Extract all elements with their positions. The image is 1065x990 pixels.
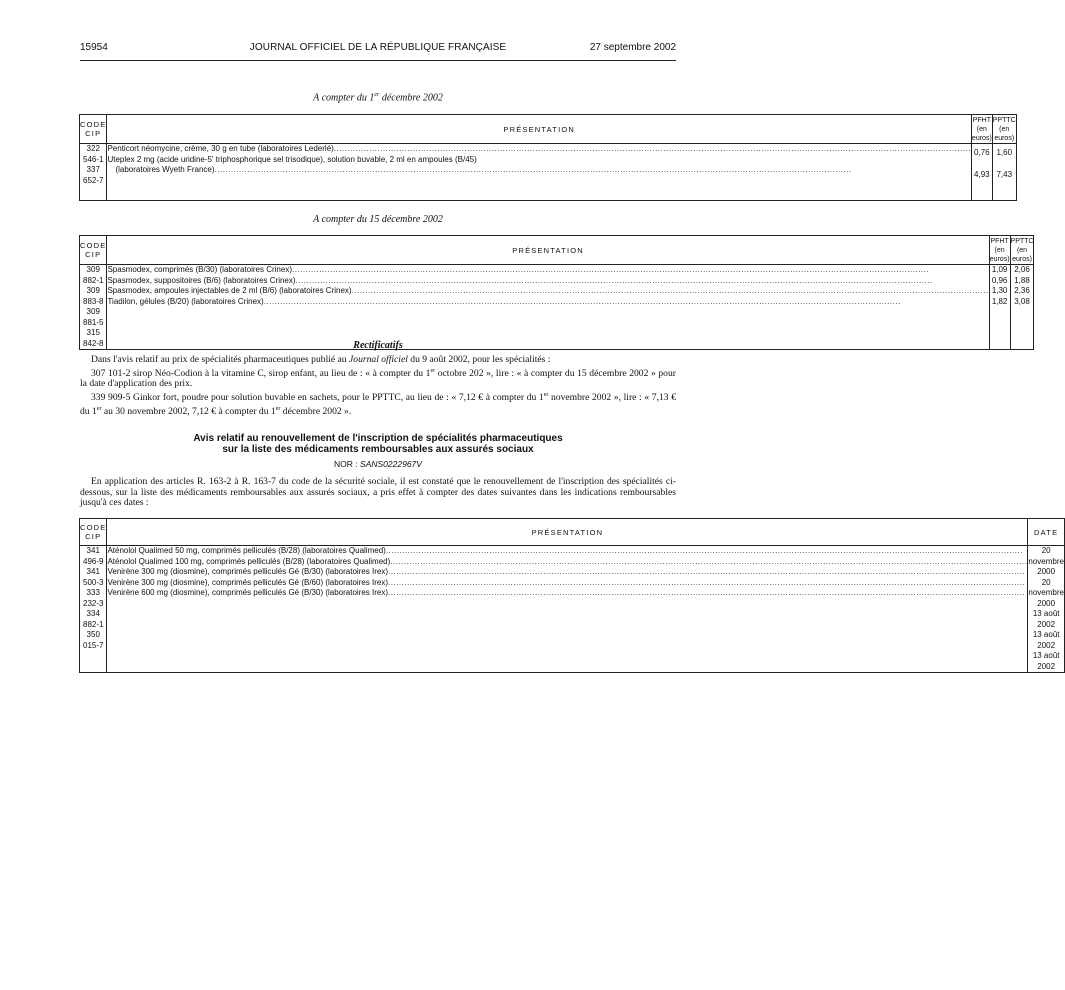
table-row-ppttc: 1,88 <box>1014 275 1030 285</box>
code-column <box>80 546 107 673</box>
header-presentation: PRÉSENTATION <box>107 236 989 265</box>
rectificatifs-item-1: 307 101-2 sirop Néo-Codion à la vitamine C, sirop enfant, au lieu de : « à compter du 1er octobre 202 », lire : « à compter du 15 décembre 2002 » pour la date d'application des prix. <box>80 367 676 390</box>
header-pfht: PFHT (en euros) <box>989 237 1010 263</box>
ppttc-column <box>1010 265 1034 350</box>
header-rule <box>80 60 676 61</box>
table-row-ppttc: 2,06 <box>1014 265 1030 274</box>
table-row-code: 333 232-3 <box>83 588 104 608</box>
table-row-pfht: 0,76 <box>974 148 990 157</box>
header-pfht: PFHT (en euros) <box>971 116 992 142</box>
table-row-presentation-cont: (laboratoires Wyeth France) .......................................................................................................................................................................................................................................... <box>115 165 852 174</box>
table-row-date: 13 août 2002 <box>1032 651 1060 671</box>
header-presentation: PRÉSENTATION <box>107 115 971 144</box>
avis-paragraph: En application des articles R. 163-2 à R. 163-7 du code de la sécurité sociale, il est constaté que le renouvellement de l'inscription des spécialités ci-dessous, sur la liste des médicaments remboursables aux assurés sociaux, a pris effet à compter des dates suivantes dans les indications remboursables jusqu'à ces dates : <box>80 476 676 509</box>
table1-caption: A compter du 1er décembre 2002 <box>313 92 443 104</box>
table-row-presentation: Spasmodex, comprimés (B/30) (laboratoires Crinex) .......................................................................................................................................................................................................................................... <box>107 265 930 274</box>
table2-caption: A compter du 15 décembre 2002 <box>313 214 443 225</box>
date-column <box>1028 546 1065 673</box>
issue-date: 27 septembre 2002 <box>589 42 676 53</box>
rectificatifs-title: Rectificatifs <box>353 340 403 351</box>
table-row-pfht: 1,82 <box>991 296 1008 306</box>
presentation-column <box>107 546 1028 673</box>
header-ppttc: PPTTC (en euros) <box>992 116 1016 142</box>
table-row-presentation: Spasmodex, suppositoires (B/6) (laboratoires Crinex) .......................................................................................................................................................................................................................................... <box>107 275 933 285</box>
table-row-ppttc: 2,36 <box>1014 286 1030 295</box>
table-row-date: 13 août 2002 <box>1032 630 1060 650</box>
header-ppttc: PPTTC (en euros) <box>1010 237 1034 263</box>
price-table-2 <box>79 235 1034 350</box>
table-row-pfht: 0,96 <box>991 275 1008 285</box>
table-row-code: 309 882-1 <box>83 265 104 285</box>
table-row-code: 309 881-5 <box>83 307 104 327</box>
table-row-presentation: Uteplex 2 mg (acide uridine-5' triphosphorique sel trisodique), solution buvable, 2 ml en ampoules (B/45) <box>107 154 477 164</box>
header-code-cip: CODE CIP <box>80 519 107 546</box>
table-row-date: 20 novembre 2000 <box>1028 546 1064 576</box>
code-column <box>80 265 107 350</box>
pfht-column <box>989 265 1010 350</box>
table-row-ppttc: 7,43 <box>996 169 1013 179</box>
page-number: 15954 <box>80 42 108 53</box>
table-row-pfht: 4,93 <box>974 169 990 179</box>
table-row-presentation: Penticort néomycine, crème, 30 g en tube (laboratoires Lederlé) .......................................................................................................................................................................................................................................... <box>107 144 971 153</box>
table-row-presentation: Spasmodex, ampoules injectables de 2 ml (B/6) (laboratoires Crinex) .......................................................................................................................................................................................................................................... <box>107 286 989 295</box>
price-table-1 <box>79 114 1017 201</box>
table-row-presentation: Venirène 600 mg (diosmine), comprimés pelliculés Gé (B/30) (laboratoires Irex) .......................................................................................................................................................................................................................................... <box>107 588 1026 597</box>
rectificatifs-item-2: 339 909-5 Ginkor fort, poudre pour solution buvable en sachets, pour le PPTTC, au lieu de : « 7,12 € à compter du 1er novembre 2002 », lire : « 7,13 € du 1er au 30 novembre 2002, 7,12 € à compter du 1er décembre 2002 ». <box>80 391 676 417</box>
table-row-date: 20 novembre 2000 <box>1028 577 1064 608</box>
table-row-code: 341 500-3 <box>83 567 104 587</box>
ppttc-column <box>992 144 1016 201</box>
table-row-presentation: Venirène 300 mg (diosmine), comprimés pelliculés Gé (B/30) (laboratoires Irex) .......................................................................................................................................................................................................................................... <box>107 567 1026 576</box>
table-row-ppttc: 3,08 <box>1014 296 1030 306</box>
header-date: DATE <box>1028 519 1065 546</box>
renewal-table <box>79 518 1065 673</box>
code-column <box>80 144 107 201</box>
table-row-ppttc: 1,60 <box>996 148 1013 157</box>
pfht-column <box>971 144 992 201</box>
table-row-date: 13 août 2002 <box>1032 609 1060 629</box>
avis-title: Avis relatif au renouvellement de l'inscription de spécialités pharmaceutiques sur la liste des médicaments remboursables aux assurés sociaux <box>193 433 563 455</box>
table-row-code: 337 652-7 <box>83 165 104 185</box>
presentation-column <box>107 265 989 350</box>
table-row-code: 322 546-1 <box>83 144 104 164</box>
rectificatifs-body <box>80 355 676 418</box>
presentation-column <box>107 144 971 201</box>
rectificatifs-intro: Dans l'avis relatif au prix de spécialités pharmaceutiques publié au Journal officiel du 9 août 2002, pour les spécialités : <box>91 354 551 365</box>
table-row-presentation: Venirène 300 mg (diosmine), comprimés pelliculés Gé (B/60) (laboratoires Irex) .......................................................................................................................................................................................................................................... <box>107 577 1026 587</box>
table-row-code: 341 496-9 <box>83 546 104 566</box>
page-header <box>80 42 676 58</box>
header-code-cip: CODE CIP <box>80 115 107 144</box>
table-row-code: 315 842-8 <box>83 328 104 348</box>
table-row-presentation: Aténolol Qualimed 50 mg, comprimés pelliculés (B/28) (laboratoires Qualimed) .......................................................................................................................................................................................................................................... <box>107 546 1023 555</box>
header-code-cip: CODE CIP <box>80 236 107 265</box>
nor-reference: NOR : SANS0222967V <box>334 459 422 469</box>
table-row-code: 334 882-1 <box>83 609 104 629</box>
table-row-pfht: 1,30 <box>991 286 1008 295</box>
table-row-presentation: Aténolol Qualimed 100 mg, comprimés pelliculés (B/28) (laboratoires Qualimed) .......................................................................................................................................................................................................................................... <box>107 556 1028 566</box>
header-presentation: PRÉSENTATION <box>107 519 1028 546</box>
table-row-pfht: 1,09 <box>991 265 1008 274</box>
journal-title: JOURNAL OFFICIEL DE LA RÉPUBLIQUE FRANÇAISE <box>249 42 507 53</box>
table-row-code: 309 883-8 <box>83 286 104 306</box>
table-row-code: 350 015-7 <box>83 630 104 650</box>
table-row-presentation: Tiadilon, gélules (B/20) (laboratoires Crinex) .......................................................................................................................................................................................................................................... <box>107 296 901 306</box>
